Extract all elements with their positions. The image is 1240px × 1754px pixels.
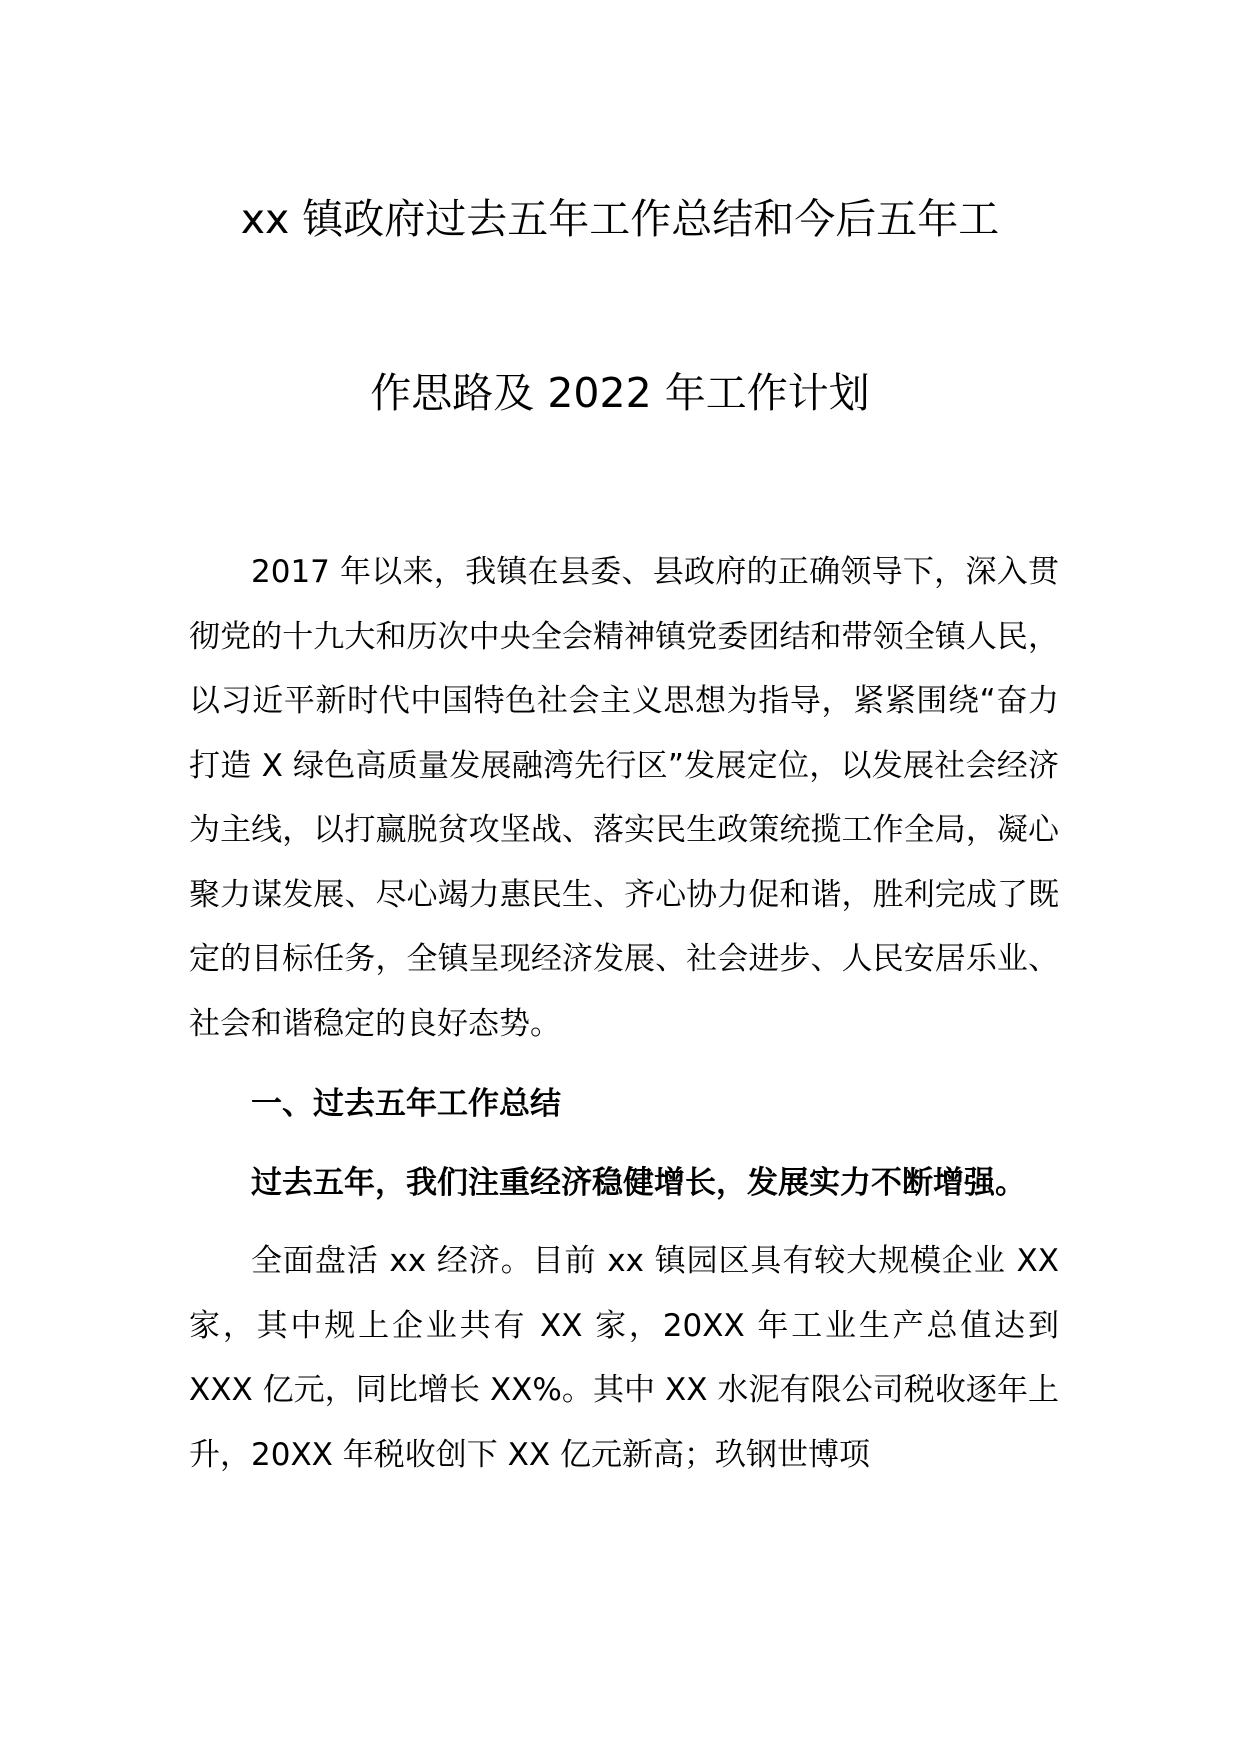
- intro-paragraph: 2017 年以来，我镇在县委、县政府的正确领导下，深入贯彻党的十九大和历次中央全会精神镇党委团结和带领全镇人民，以习近平新时代中国特色社会主义思想为指导，紧紧围绕“奋力打造 X 绿色高质量发展融湾先行区”发展定位，以发展社会经济为主线，以打赢脱贫攻坚战、落实民生政策统揽工作全局，凝心聚力谋发展、尽心竭力惠民生、齐心协力促和谐，胜利完成了既定的目标任务，全镇呈现经济发展、社会进步、人民安居乐业、社会和谐稳定的良好态势。: [189, 554, 1059, 1042]
- document-title-line-1: xx 镇政府过去五年工作总结和今后五年工: [240, 195, 1000, 243]
- subsection-heading: 过去五年，我们注重经济稳健增长，发展实力不断增强。: [251, 1164, 1026, 1201]
- economy-paragraph: 全面盘活 xx 经济。目前 xx 镇园区具有较大规模企业 XX 家，其中规上企业共有 XX 家，20XX 年工业生产总值达到 XXX 亿元，同比增长 XX%。其中 XX 水泥有限公司税收逐年上升，20XX 年税收创下 XX 亿元新高；玖钢世博项: [189, 1243, 1059, 1473]
- section-heading: 一、过去五年工作总结: [251, 1086, 561, 1122]
- document-title-line-2: 作思路及 2022 年工作计划: [370, 369, 870, 417]
- document-body: [189, 540, 1059, 1487]
